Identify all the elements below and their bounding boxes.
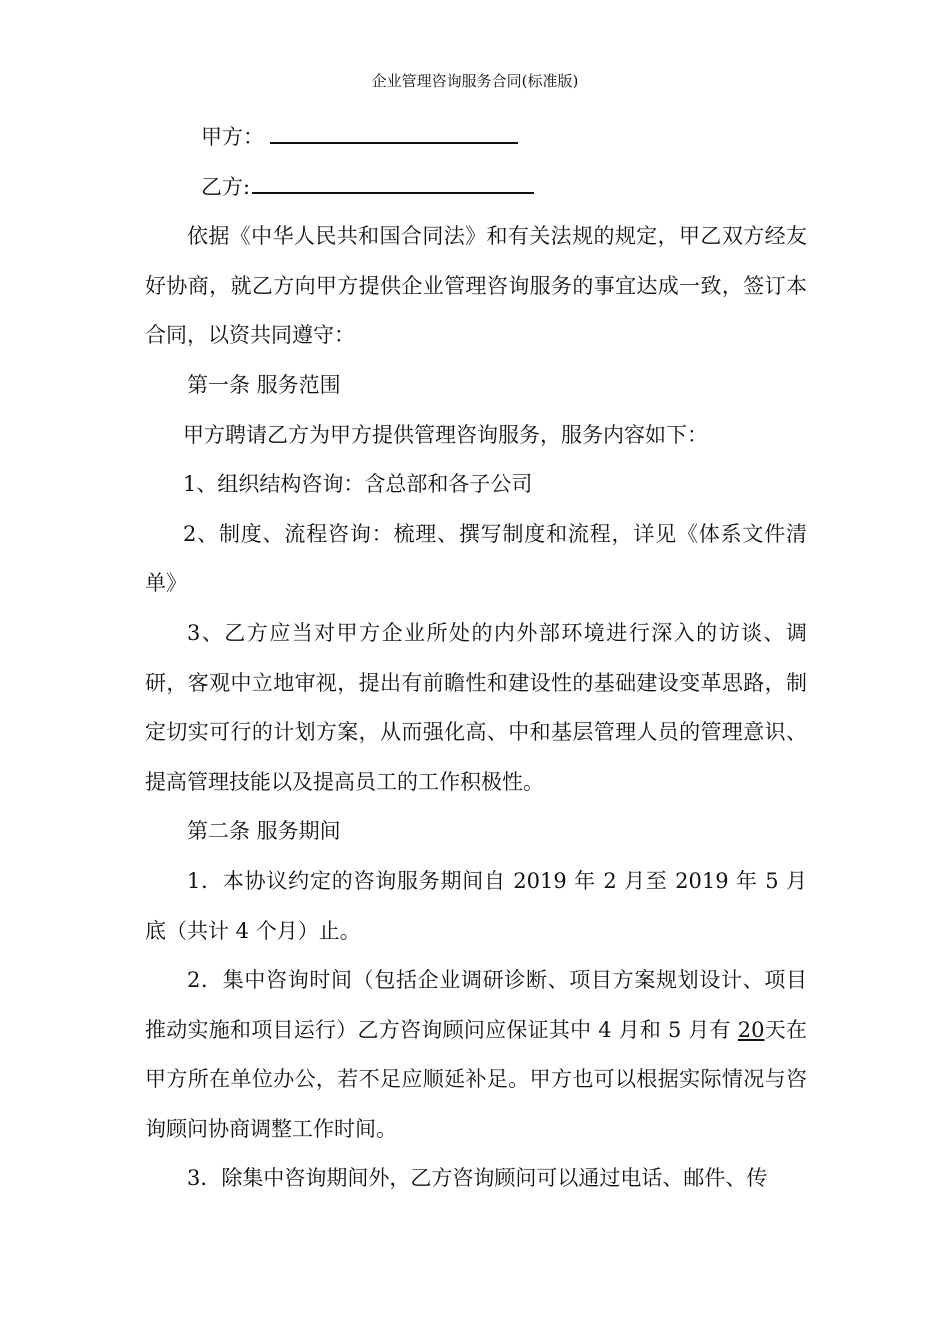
article-1-item-1: 1、组织结构咨询：含总部和各子公司 — [183, 472, 533, 497]
party-b-blank-line — [252, 166, 534, 194]
contract-body — [145, 113, 807, 1204]
article-1-item-3: 3、乙方应当对甲方企业所处的内外部环境进行深入的访谈、调研，客观中立地审视，提出有前瞻性和建设性的基础建设变革思路，制定切实可行的计划方案，从而强化高、中和基层管理人员的管理意识、提高管理技能以及提高员工的工作积极性。 — [145, 620, 807, 794]
article-1-item-2: 2、制度、流程咨询：梳理、撰写制度和流程，详见《体系文件清单》 — [145, 521, 807, 596]
party-a-label: 甲方： — [201, 125, 264, 149]
article-2-title: 第二条 服务期间 — [187, 819, 341, 844]
article-2-item-3: 3．除集中咨询期间外，乙方咨询顾问可以通过电话、邮件、传 — [187, 1166, 768, 1191]
article-2-item-2-days: 20 — [737, 1017, 765, 1042]
article-1-intro: 甲方聘请乙方为甲方提供管理咨询服务，服务内容如下： — [183, 422, 708, 447]
article-1-title: 第一条 服务范围 — [187, 372, 341, 397]
page-header-title: 企业管理咨询服务合同(标准版) — [371, 72, 579, 90]
intro-paragraph: 依据《中华人民共和国合同法》和有关法规的规定，甲乙双方经友好协商，就乙方向甲方提供企业管理咨询服务的事宜达成一致，签订本合同，以资共同遵守： — [145, 224, 807, 348]
party-a-blank-line — [270, 116, 518, 144]
party-b-label: 乙方: — [201, 174, 251, 199]
party-a-row — [145, 113, 807, 163]
article-2-item-2-text-b: 天在甲方所在单位办公，若不足应顺延补足。甲方也可以根据实际情况与咨询顾问协商调整工作时间。 — [145, 1017, 807, 1141]
article-2-item-2-text-a: 2．集中咨询时间（包括企业调研诊断、项目方案规划设计、项目推动实施和项目运行）乙方咨询顾问应保证其中 4 月和 5 月有 — [145, 968, 807, 1042]
party-b-row — [145, 163, 807, 213]
article-2-item-1: 1．本协议约定的咨询服务期间自 2019 年 2 月至 2019 年 5 月底（共计 4 个月）止。 — [145, 868, 807, 943]
article-2-item-2 — [145, 956, 807, 1154]
